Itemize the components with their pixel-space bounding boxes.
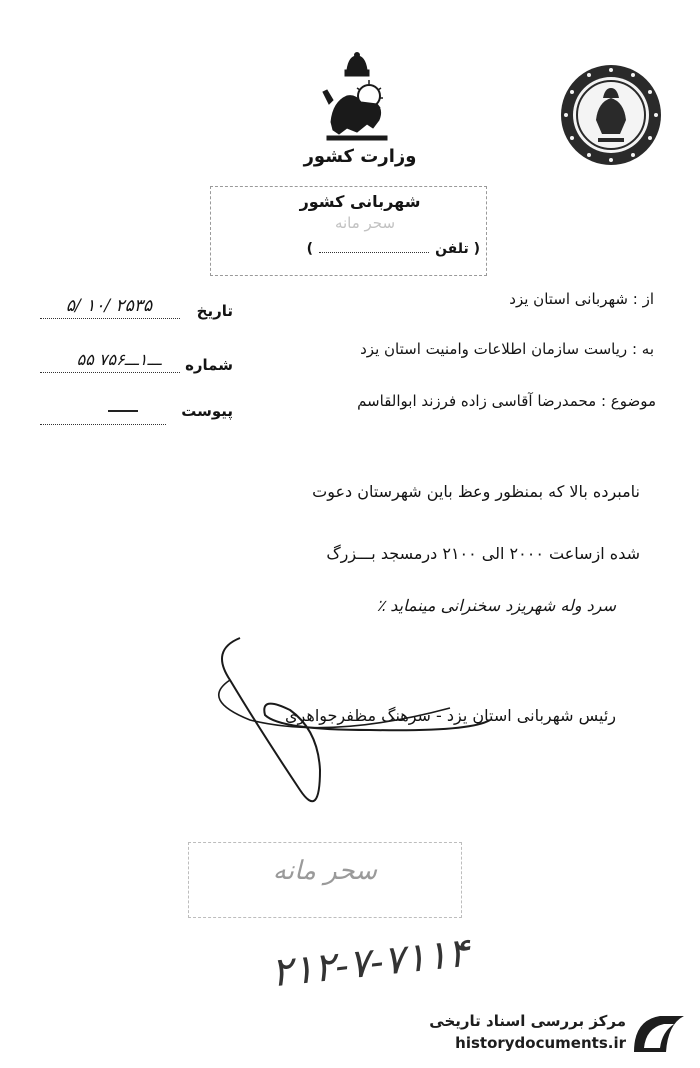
archive-logo-icon bbox=[630, 1012, 688, 1058]
phone-blank bbox=[319, 240, 429, 253]
to-line bbox=[234, 340, 654, 358]
subject-line bbox=[216, 392, 656, 410]
signature-icon bbox=[170, 620, 500, 820]
body-line-2: شده ازساعت ۲۰۰۰ الی ۲۱۰۰ درمسجد بـــزرگ bbox=[326, 544, 640, 563]
from-label: از : bbox=[632, 290, 654, 308]
date-value: ۵/ ۱۰/ ۲۵۳۵ bbox=[65, 296, 153, 316]
police-title: شهربانی کشور bbox=[299, 192, 421, 211]
round-seal-icon bbox=[558, 62, 664, 168]
date-underline bbox=[40, 318, 180, 319]
ministry-title: وزارت کشور bbox=[303, 146, 417, 167]
watermark-title: مرکز بررسی اسناد تاریخی bbox=[429, 1012, 626, 1030]
number-label: شماره bbox=[185, 356, 233, 374]
to-value: ریاست سازمان اطلاعات وامنیت استان یزد bbox=[360, 340, 628, 358]
attachment-underline bbox=[40, 424, 166, 425]
phone-row bbox=[250, 240, 480, 257]
body-line-3: سرد وله شهریزد سخنرانی مینماید ٪ bbox=[376, 596, 616, 615]
body-line-1: نامبرده بالا که بمنظور وعظ باین شهرستان دعوت bbox=[312, 482, 640, 501]
from-value: شهربانی استان یزد bbox=[509, 290, 628, 308]
subject-label: موضوع : bbox=[600, 392, 656, 410]
signoff-line: رئیس شهربانی استان یزد - سرهنگ مظفرجواهری bbox=[285, 706, 616, 725]
to-label: به : bbox=[631, 340, 654, 358]
from-line bbox=[234, 290, 654, 308]
lion-and-sun-crown-icon bbox=[317, 52, 397, 147]
number-value: ۵۵ ۷ـــ۱ـــ۵۶ bbox=[76, 350, 162, 369]
number-underline bbox=[40, 372, 180, 373]
date-label: تاریخ bbox=[196, 302, 233, 320]
phone-close: ) bbox=[306, 241, 314, 257]
subject-value: محمدرضا آقاسی زاده فرزند ابوالقاسم bbox=[357, 392, 597, 410]
attachment-label: پیوست bbox=[181, 402, 233, 420]
handwritten-reference-number: ۲۱۲-۷-۷۱۱۴ bbox=[268, 929, 472, 997]
faint-stamp-text: سحر مانه bbox=[334, 214, 396, 232]
watermark-url: historydocuments.ir bbox=[455, 1034, 626, 1052]
attachment-dash bbox=[108, 410, 138, 412]
classification-stamp-text: سحر مانه bbox=[272, 856, 378, 886]
phone-label: ( تلفن bbox=[435, 241, 480, 257]
